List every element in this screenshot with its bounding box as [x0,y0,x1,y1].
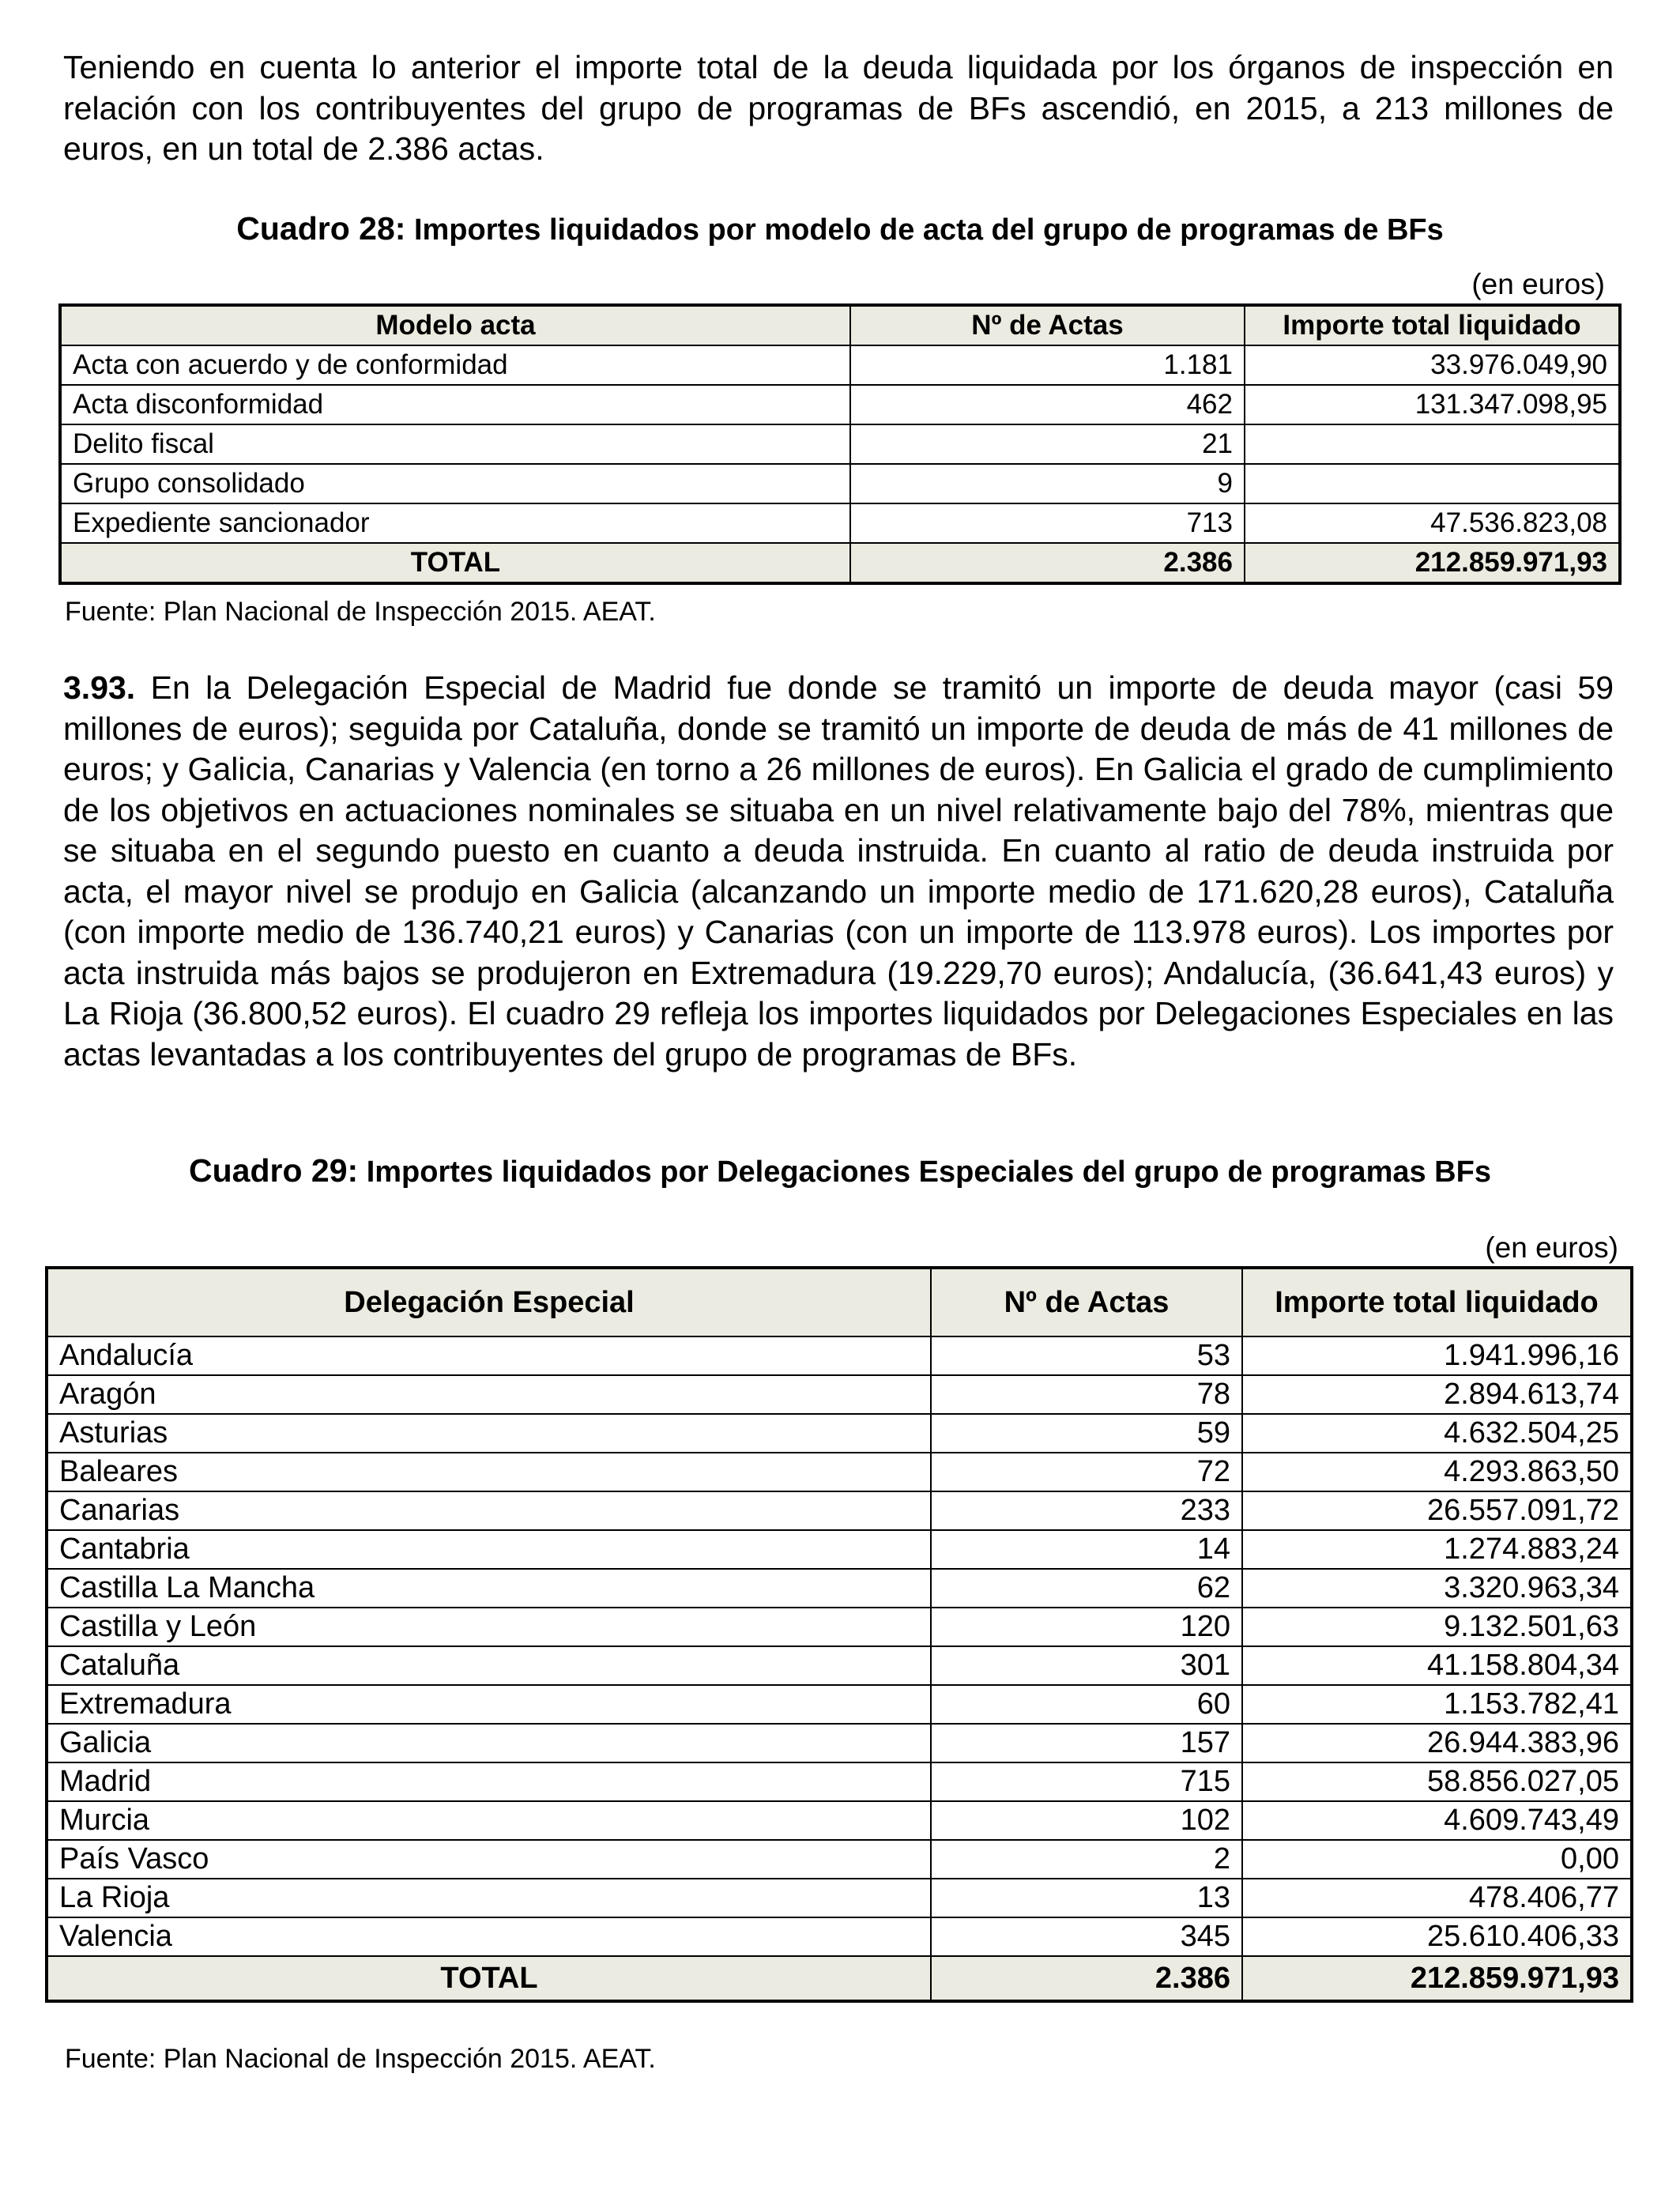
row-actas: 345 [931,1917,1242,1956]
table29-total-row [47,1956,1632,2001]
row-actas: 715 [931,1762,1242,1801]
row-actas: 59 [931,1414,1242,1453]
total-label: TOTAL [47,1956,931,2001]
table-row [47,1414,1632,1453]
row-label: La Rioja [47,1879,931,1917]
paragraph-text: En la Delegación Especial de Madrid fue donde se tramitó un importe de deuda mayor (casi 59 millones de euros); seguida por Cataluña, donde se tramitó un importe de deuda de más de 41 millones de euros; y Galicia, Canarias y Valencia (en torno a 26 millones de euros). En Galicia el grado de cumplimiento de los objetivos en actuaciones nominales se situaba en un nivel relativamente bajo del 78%, mientras que se situaba en el segundo puesto en cuanto a deuda instruida. En cuanto al ratio de deuda instruida por acta, el mayor nivel se produjo en Galicia (alcanzando un importe medio de 171.620,28 euros), Cataluña (con importe medio de 136.740,21 euros) y Canarias (con un importe de 113.978 euros). Los importes por acta instruida más bajos se produjeron en Extremadura (19.229,70 euros); Andalucía, (36.641,43 euros) y La Rioja (36.800,52 euros). El cuadro 29 refleja los importes liquidados por Delegaciones Especiales en las actas levantadas a los contribuyentes del grupo de programas de BFs. [63,669,1614,1072]
row-importe: 26.557.091,72 [1242,1491,1632,1530]
table-row [47,1569,1632,1608]
table-row [47,1336,1632,1375]
row-label: Acta con acuerdo y de conformidad [60,345,850,385]
table29-caption-text: Importes liquidados por Delegaciones Especiales del grupo de programas BFs [358,1155,1491,1189]
row-actas: 233 [931,1491,1242,1530]
table-row [47,1646,1632,1685]
row-actas: 78 [931,1375,1242,1414]
row-actas: 13 [931,1879,1242,1917]
row-importe: 4.293.863,50 [1242,1453,1632,1491]
row-actas: 72 [931,1453,1242,1491]
row-actas: 120 [931,1608,1242,1646]
table29-caption-number: Cuadro 29: [189,1152,359,1189]
row-label: Grupo consolidado [60,464,850,503]
table29-header-delegacion: Delegación Especial [47,1268,931,1336]
total-label: TOTAL [60,543,850,583]
row-importe: 3.320.963,34 [1242,1569,1632,1608]
row-importe: 9.132.501,63 [1242,1608,1632,1646]
table28-header-row [60,305,1620,345]
row-label: Delito fiscal [60,424,850,464]
row-importe [1245,464,1620,503]
row-importe: 33.976.049,90 [1245,345,1620,385]
row-importe: 47.536.823,08 [1245,503,1620,543]
table-row [60,385,1620,424]
table28-total-row [60,543,1620,583]
row-importe [1245,424,1620,464]
row-label: Castilla La Mancha [47,1569,931,1608]
row-importe: 1.274.883,24 [1242,1530,1632,1569]
total-importe: 212.859.971,93 [1242,1956,1632,2001]
total-importe: 212.859.971,93 [1245,543,1620,583]
row-importe: 25.610.406,33 [1242,1917,1632,1956]
paragraph-number: 3.93. [63,669,136,706]
row-importe: 131.347.098,95 [1245,385,1620,424]
intro-paragraph: Teniendo en cuenta lo anterior el importe total de la deuda liquidada por los órganos de inspección en relación con los contribuyentes del grupo de programas de BFs ascendió, en 2015, a 213 millones de euros, en un total de 2.386 actas. [63,49,1614,167]
row-importe: 478.406,77 [1242,1879,1632,1917]
table-row [47,1917,1632,1956]
table28-header-importe: Importe total liquidado [1245,305,1620,345]
table-row [60,464,1620,503]
table-row [47,1375,1632,1414]
row-label: Murcia [47,1801,931,1840]
table29 [45,1266,1633,2003]
table28-source: Fuente: Plan Nacional de Inspección 2015. AEAT. [65,597,656,627]
table29-header-importe: Importe total liquidado [1242,1268,1632,1336]
row-label: Andalucía [47,1336,931,1375]
table28-caption [0,210,1680,247]
table28-caption-text: Importes liquidados por modelo de acta del grupo de programas de BFs [405,213,1444,247]
row-importe: 1.941.996,16 [1242,1336,1632,1375]
table29-units: (en euros) [1485,1231,1618,1264]
paragraph-3-93 [63,668,1614,1075]
table29-caption [0,1152,1680,1189]
table-row [60,345,1620,385]
row-actas: 53 [931,1336,1242,1375]
row-importe: 26.944.383,96 [1242,1724,1632,1762]
row-actas: 102 [931,1801,1242,1840]
table29-header-actas: Nº de Actas [931,1268,1242,1336]
row-label: Cantabria [47,1530,931,1569]
row-label: Baleares [47,1453,931,1491]
table-row [47,1801,1632,1840]
table28-units: (en euros) [1471,268,1605,300]
row-importe: 4.609.743,49 [1242,1801,1632,1840]
table-row [47,1608,1632,1646]
row-actas: 9 [850,464,1245,503]
row-label: Asturias [47,1414,931,1453]
row-label: Aragón [47,1375,931,1414]
row-actas: 2 [931,1840,1242,1879]
table28 [58,303,1622,585]
row-label: Madrid [47,1762,931,1801]
row-actas: 62 [931,1569,1242,1608]
row-importe: 4.632.504,25 [1242,1414,1632,1453]
total-actas: 2.386 [931,1956,1242,2001]
row-label: Canarias [47,1491,931,1530]
row-importe: 2.894.613,74 [1242,1375,1632,1414]
table29-source: Fuente: Plan Nacional de Inspección 2015. AEAT. [65,2044,656,2074]
table29-header-row [47,1268,1632,1336]
row-actas: 462 [850,385,1245,424]
table-row [60,424,1620,464]
table-row [47,1840,1632,1879]
row-label: Cataluña [47,1646,931,1685]
row-actas: 157 [931,1724,1242,1762]
row-label: Galicia [47,1724,931,1762]
row-label: Expediente sancionador [60,503,850,543]
row-actas: 713 [850,503,1245,543]
table-row [47,1685,1632,1724]
row-label: Acta disconformidad [60,385,850,424]
row-label: Extremadura [47,1685,931,1724]
row-label: Castilla y León [47,1608,931,1646]
row-importe: 58.856.027,05 [1242,1762,1632,1801]
row-label: Valencia [47,1917,931,1956]
row-actas: 301 [931,1646,1242,1685]
row-label: País Vasco [47,1840,931,1879]
row-actas: 14 [931,1530,1242,1569]
row-importe: 0,00 [1242,1840,1632,1879]
row-importe: 1.153.782,41 [1242,1685,1632,1724]
table-row [47,1724,1632,1762]
row-importe: 41.158.804,34 [1242,1646,1632,1685]
row-actas: 60 [931,1685,1242,1724]
table-row [60,503,1620,543]
table-row [47,1491,1632,1530]
row-actas: 1.181 [850,345,1245,385]
table28-header-actas: Nº de Actas [850,305,1245,345]
table-row [47,1879,1632,1917]
row-actas: 21 [850,424,1245,464]
total-actas: 2.386 [850,543,1245,583]
table-row [47,1530,1632,1569]
table-row [47,1762,1632,1801]
table28-caption-number: Cuadro 28: [236,210,406,247]
table-row [47,1453,1632,1491]
table28-header-modelo: Modelo acta [60,305,850,345]
